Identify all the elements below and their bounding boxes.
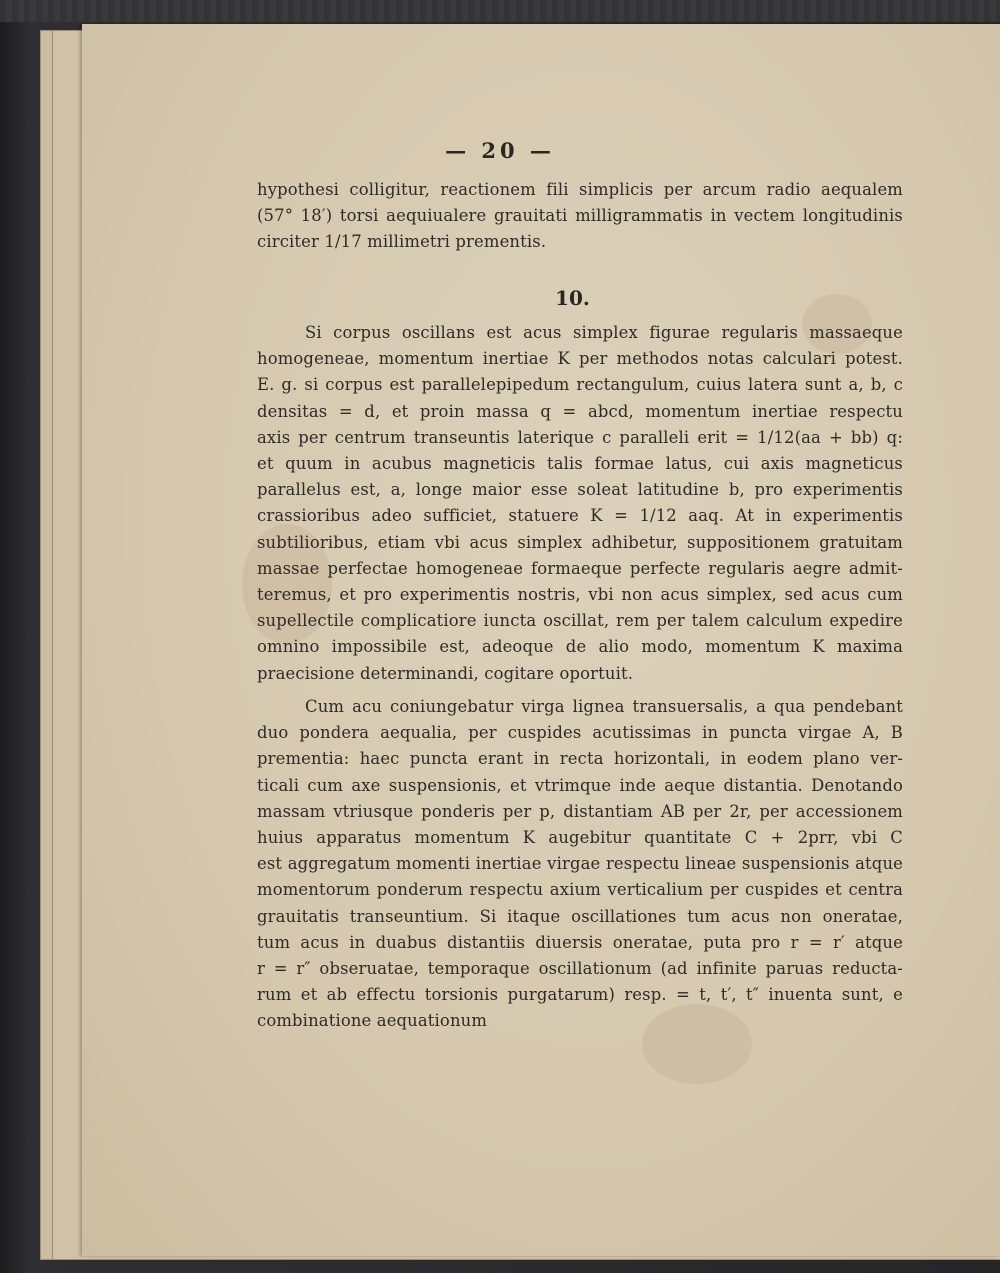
- text-line: Si corpus oscillans est acus simplex figurae regularis massaeque: [305, 323, 903, 342]
- text-line: omnino impossibile est, adeoque de alio modo, momentum K maxima: [257, 637, 903, 657]
- text-line: supellectile complicatiore iuncta oscillat, rem per talem calculum expedire: [257, 611, 903, 631]
- text-line: (57° 18′) torsi aequiualere grauitati milligrammatis in vectem longitudinis: [257, 206, 903, 226]
- text-line: et quum in acubus magneticis talis formae latus, cui axis magneticus: [257, 454, 903, 474]
- paragraph-1: [257, 320, 903, 687]
- text-line: massam vtriusque ponderis per p, distantiam AB per 2r, per accessionem: [257, 801, 903, 821]
- text-line: Cum acu coniungebatur virga lignea transuersalis, a qua pendebant: [305, 697, 903, 716]
- cover-top-edge: [0, 0, 1000, 22]
- section-heading: 10.: [555, 286, 590, 310]
- text-line: est aggregatum momenti inertiae virgae respectu lineae suspensionis atque: [257, 854, 903, 874]
- text-line: massae perfectae homogeneae formaeque perfecte regularis aegre admit-: [257, 558, 903, 578]
- text-line: r = r″ obseruatae, temporaque oscillationum (ad infinite paruas reducta-: [257, 959, 903, 979]
- text-line: E. g. si corpus est parallelepipedum rectangulum, cuius latera sunt a, b, c: [257, 375, 903, 395]
- text-line: teremus, et pro experimentis nostris, vbi non acus simplex, sed acus cum: [257, 585, 903, 605]
- text-line: prementia: haec puncta erant in recta horizontali, in eodem plano ver-: [257, 749, 903, 769]
- paragraph-2: [257, 694, 903, 1035]
- text-line: grauitatis transeuntium. Si itaque oscillationes tum acus non oneratae,: [257, 906, 903, 926]
- text-line: circiter 1/17 millimetri prementis.: [257, 232, 547, 252]
- text-line: praecisione determinandi, cogitare oportuit.: [257, 663, 634, 683]
- text-line: huius apparatus momentum K augebitur quantitate C + 2prr, vbi C: [257, 828, 903, 848]
- page-number: — 20 —: [445, 138, 555, 163]
- text-line: crassioribus adeo sufficiet, statuere K = 1/12 aaq. At in experimentis: [257, 506, 903, 526]
- text-line: hypothesi colligitur, reactionem fili simplicis per arcum radio aequalem: [257, 180, 903, 199]
- intro-paragraph: [257, 177, 903, 256]
- text-line: parallelus est, a, longe maior esse soleat latitudine b, pro experimentis: [257, 480, 903, 500]
- text-line: homogeneae, momentum inertiae K per methodos notas calculari potest.: [257, 349, 903, 369]
- text-line: subtilioribus, etiam vbi acus simplex adhibetur, suppositionem gratuitam: [257, 532, 903, 552]
- text-line: densitas = d, et proin massa q = abcd, momentum inertiae respectu: [257, 401, 903, 421]
- text-line: combinatione aequationum: [257, 1011, 488, 1031]
- text-line: momentorum ponderum respectu axium verticalium per cuspides et centra: [257, 880, 903, 900]
- text-line: ticali cum axe suspensionis, et vtrimque inde aeque distantia. Denotando: [257, 775, 903, 795]
- text-line: axis per centrum transeuntis laterique c paralleli erit = 1/12(aa + bb) q:: [257, 427, 903, 447]
- text-line: rum et ab effectu torsionis purgatarum) resp. = t, t′, t″ inuenta sunt, e: [257, 985, 903, 1005]
- text-line: tum acus in duabus distantiis diuersis oneratae, puta pro r = r′ atque: [257, 932, 903, 952]
- text-line: duo pondera aequalia, per cuspides acutissimas in puncta virgae A, B: [257, 723, 903, 743]
